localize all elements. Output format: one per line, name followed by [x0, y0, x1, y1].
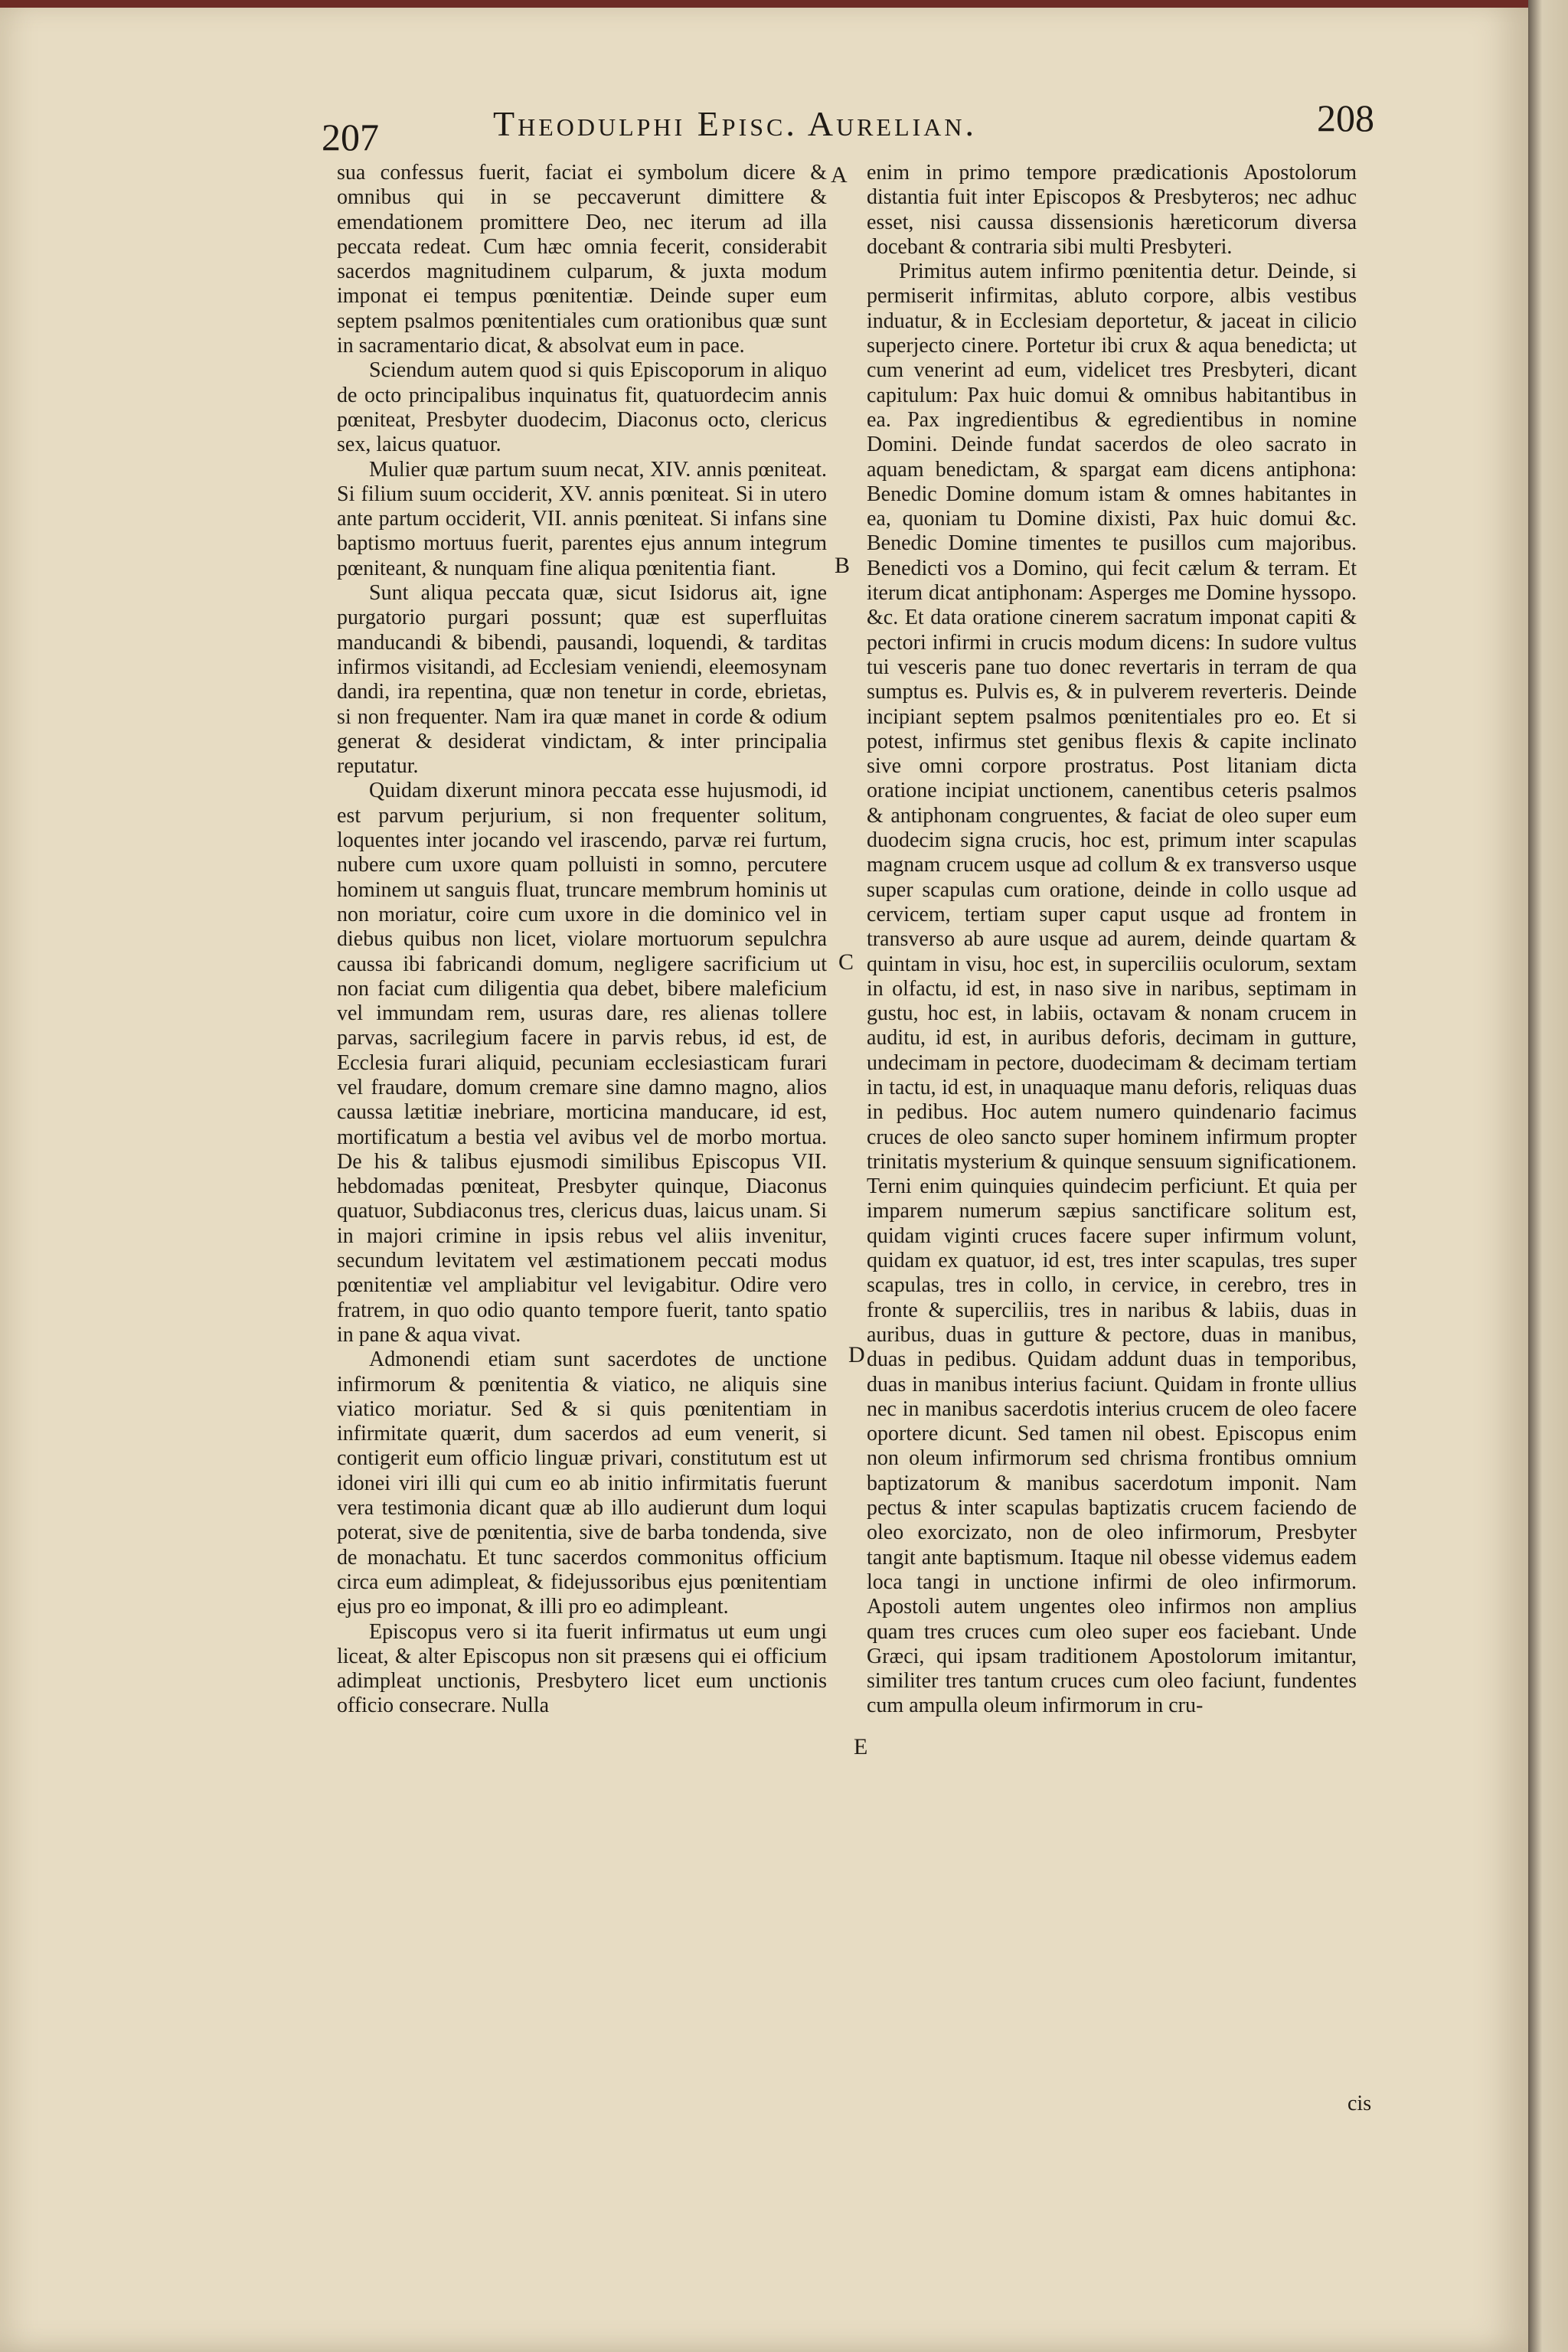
paragraph: enim in primo tempore prædicationis Apostolorum distantia fuit inter Episcopos & Presbyteros; nec adhuc esset, nisi caussa dissensionis hæreticorum diversa docebant & contraria sibi multi Presbyteri.	[867, 161, 1357, 259]
page-number-right: 208	[1317, 96, 1374, 139]
left-text-column	[337, 161, 827, 1719]
margin-letter-b: B	[835, 553, 851, 578]
page-number-left: 207	[322, 116, 379, 158]
right-text-column	[867, 161, 1357, 1719]
running-header: Theodulphi Episc. Aurelian.	[493, 104, 977, 143]
catchword: cis	[1348, 2092, 1372, 2115]
paragraph: sua confessus fuerit, faciat ei symbolum dicere & omnibus qui in se peccaverunt dimittere & emendationem promittere Deo, nec iterum ad illa peccata redeat. Cum hæc omnia fecerit, considerabit sacerdos magnitudinem culparum, & juxta modum imponat ei tempus pœnitentiæ. Deinde super eum septem psalmos pœnitentiales cum orationibus quæ sunt in sacramentario dicat, & absolvat eum in pace.	[337, 161, 827, 358]
paragraph: Sciendum autem quod si quis Episcoporum in aliquo de octo principalibus inquinatus fit, quatuordecim annis pœniteat, Presbyter duodecim, Diaconus octo, clericus sex, laicus quatuor.	[337, 358, 827, 457]
facing-page-edge	[1528, 0, 1568, 2352]
paragraph: Episcopus vero si ita fuerit infirmatus ut eum ungi liceat, & alter Episcopus non sit præsens qui ei officium adimpleat unctionis, Presbytero licet eum unctionis officio consecrare. Nulla	[337, 1619, 827, 1718]
paragraph: Quidam dixerunt minora peccata esse hujusmodi, id est parvum perjurium, si non frequenter solitum, loquentes inter jocando vel irascendo, parvæ rei furtum, nubere cum uxore quam polluisti in somno, percutere hominem ut sanguis fluat, truncare membrum hominis ut non moriatur, coire cum uxore in die dominico vel in diebus quibus non licet, violare mortuorum sepulchra caussa ibi fabricandi domum, negligere sacrificium ut non faciat cum diligentia qua debet, bibere maleficium vel immundam rem, usuras dare, res alienas tollere parvas, sacrilegium facere in parvis rebus, id est, de Ecclesia furari aliquid, pecuniam ecclesiasticam furari vel fraudare, domum cremare sine damno magno, alios caussa lætitiæ inebriare, morticina manducare, id est, mortificatum a bestia vel avibus vel de morbo mortua. De his & talibus ejusmodi similibus Episcopus VII. hebdomadas pœniteat, Presbyter quinque, Diaconus quatuor, Subdiaconus tres, clericus duas, laicus unam. Si in majori crimine in ipsis rebus vel aliis invenitur, secundum levitatem vel æstimationem peccati modus pœnitentiæ vel ampliabitur vel levigabitur. Odire vero fratrem, in quo odio quanto tempore fuerit, tanto spatio in pane & aqua vivat.	[337, 779, 827, 1347]
paragraph: Primitus autem infirmo pœnitentia detur. Deinde, si permiserit infirmitas, abluto corpore, albis vestibus induatur, & in Ecclesiam deportetur, & jaceat in cilicio superjecto cinere. Portetur ibi crux & aqua benedicta; ut cum venerint ad eum, videlicet tres Presbyteri, dicant capitulum: Pax huic domui & omnibus habitantibus in ea. Pax ingredientibus & egredientibus in nomine Domini. Deinde fundat sacerdos de oleo sacrato in aquam benedictam, & spargat eam dicens antiphona: Benedic Domine domum istam & omnes habitantes in ea, quoniam tu Domine dixisti, Pax huic domui &c. Benedic Domine timentes te pusillos cum majoribus. Benedicti vos a Domino, qui fecit cælum & terram. Et iterum dicat antiphonam: Asperges me Domine hyssopo. &c. Et data oratione cinerem sacratum imponat capiti & pectori infirmi in crucis modum dicens: In sudore vultus tui vesceris pane tuo donec revertaris in terram de qua sumptus es. Pulvis es, & in pulverem reverteris. Deinde incipiant septem psalmos pœnitentiales pro eo. Et si potest, infirmus stet genibus flexis & capite inclinato sive omni corpore prostratus. Post litaniam dicta oratione incipiat unctionem, canentibus ceteris psalmos & antiphonam congruentes, & faciat de oleo super eum duodecim signa crucis, hoc est, primum inter scapulas magnam crucem usque ad collum & ex transverso usque super scapulas cum oratione, deinde in collo usque ad cervicem, tertiam super caput usque ad frontem in transverso ab aure usque ad aurem, deinde quartam & quintam in visu, hoc est, in superciliis oculorum, sextam in olfactu, id est, in naso sive in naribus, septimam in gustu, hoc est, in labiis, octavam & nonam crucem in auditu, id est, in auribus deforis, decimam in gutture, undecimam in pectore, duodecimam & decimam tertiam in tactu, id est, in unaquaque manu deforis, reliquas duas in pedibus. Hoc autem numero quindenario facimus cruces de oleo sancto super hominem infirmum propter trinitatis mysterium & quinque sensuum significationem. Terni enim quinquies quindecim perficiunt. Et quia per imparem numerum sæpius sanctificare solitum est, quidam viginti cruces facere super infirmum volunt, quidam ex quatuor, id est, tres inter scapulas, tres super scapulas, tres in collo, in cervice, in cerebro, tres in fronte & superciliis, tres in naribus & labiis, duas in auribus, duas in gutture & pectore, duas in manibus, duas in pedibus. Quidam addunt duas in temporibus, duas in manibus interius faciunt. Quidam in fronte ullius nec in manibus sacerdotis interius crucem de oleo facere oportere dicunt. Sed tamen nil obest. Episcopus enim non oleum infirmorum sed chrisma frontibus omnium baptizatorum & manibus sacerdotum imponit. Nam pectus & inter scapulas baptizatis crucem faciendo de oleo exorcizato, non de oleo infirmorum, Presbyter tangit ante baptismum. Itaque nil obesse videmus eadem loca tangi in unctione infirmi de oleo infirmorum. Apostoli autem ungentes oleo infirmos non amplius quam tres cruces cum oleo super eos faciebant. Unde Græci, qui ipsam traditionem Apostolorum imitantur, similiter tres tantum cruces cum oleo faciunt, fundentes cum ampulla oleum infirmorum in cru-	[867, 260, 1357, 1718]
margin-letter-c: C	[838, 949, 854, 975]
margin-letter-e: E	[854, 1734, 868, 1759]
paragraph: Mulier quæ partum suum necat, XIV. annis pœniteat. Si filium suum occiderit, XV. annis pœniteat. Si in utero ante partum occiderit, VII. annis pœniteat. Si infans sine baptismo mortuus fuerit, parentes ejus annum integrum pœniteant, & nunquam fine aliqua pœnitentia fiant.	[337, 457, 827, 580]
paragraph: Sunt aliqua peccata quæ, sicut Isidorus ait, igne purgatorio purgari possunt; quæ est superfluitas manducandi & bibendi, pausandi, loquendi, & tarditas infirmos visitandi, ad Ecclesiam veniendi, eleemosynam dandi, ira repentina, quæ non tenetur in corde, ebrietas, si non frequenter. Nam ira quæ manet in corde & odium generat & desiderat vindictam, & inter principalia reputatur.	[337, 581, 827, 779]
binding-edge	[0, 0, 1528, 8]
margin-letter-a: A	[831, 162, 848, 188]
margin-letter-d: D	[848, 1342, 865, 1367]
paragraph: Admonendi etiam sunt sacerdotes de unctione infirmorum & pœnitentia & viatico, ne aliquis sine viatico moriatur. Sed & si quis pœnitentiam in infirmitate quærit, dum sacerdos ad eum venerit, si contigerit eum officio linguæ privari, constitutum est ut idonei viri illi qui cum eo ab initio infirmitatis fuerunt vera testimonia dicant quæ ab illo audierunt dum loqui poterat, sive de pœnitentia, sive de barba tondenda, sive de monachatu. Et tunc sacerdos commonitus officium circa eum adimpleat, & fidejussoribus ejus pœnitentiam ejus pro eo imponat, & illi pro eo adimpleant.	[337, 1348, 827, 1619]
